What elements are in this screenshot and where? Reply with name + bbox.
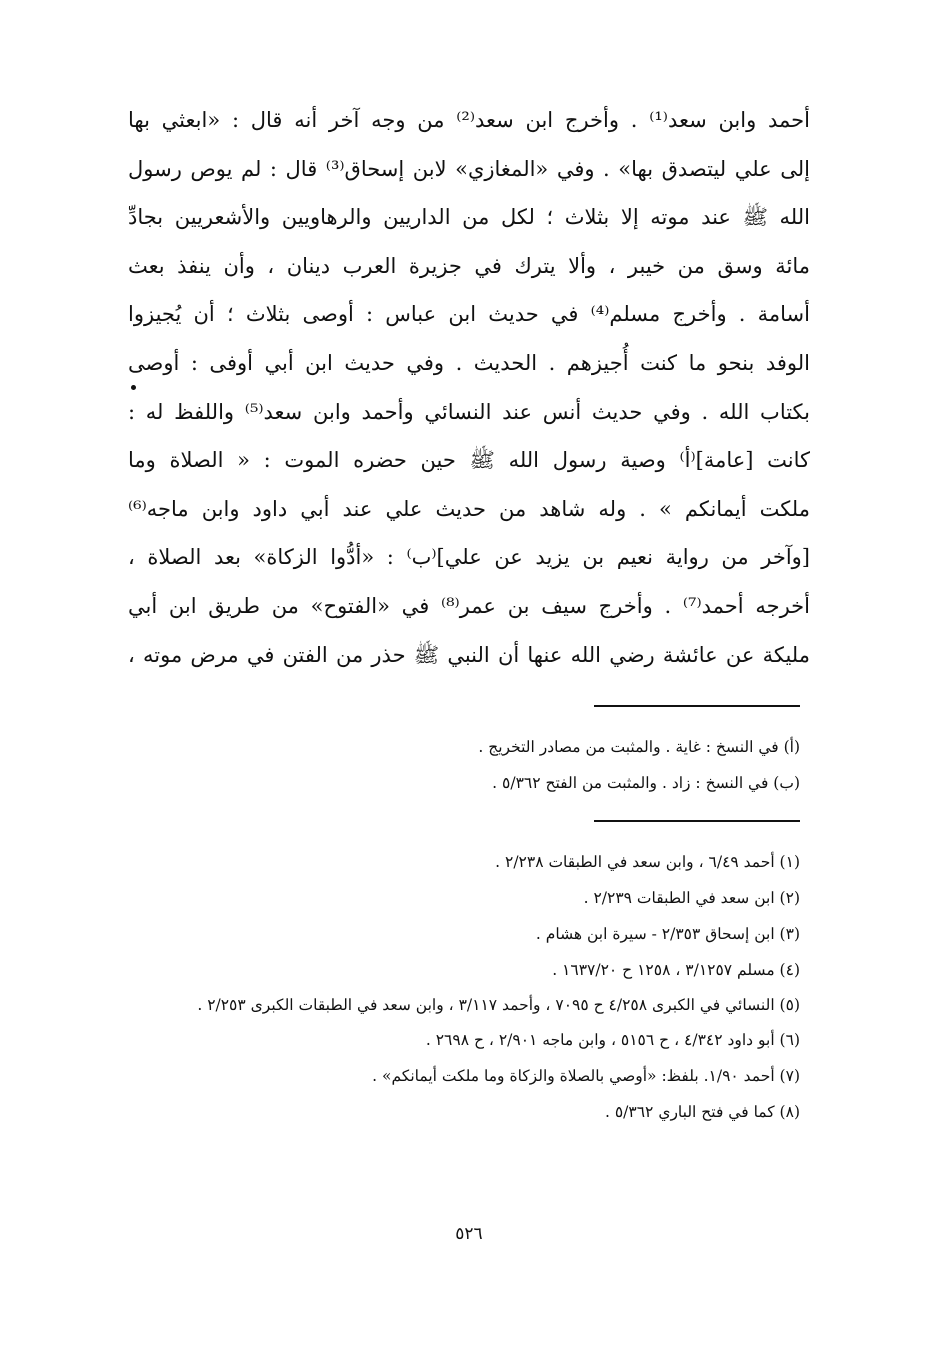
reference-note: (٤) مسلم ٣/١٢٥٧ ، ١٢٥٨ ح ١٦٣٧/٢٠ . bbox=[552, 961, 800, 979]
body-line: أخرجه أحمد⁽⁷⁾ . وأخرج سيف بن عمر⁽⁸⁾ في «الفتوح» من طريق ابن أبي bbox=[128, 593, 810, 618]
body-line: الله ﷺ عند موته إلا بثلاث ؛ لكل من الداريين والرهاويين والأشعريين بجادِّ bbox=[128, 205, 810, 230]
body-line: ملكت أيمانكم » . وله شاهد من حديث علي عند أبي داود وابن ماجه⁽⁶⁾ bbox=[128, 496, 810, 521]
body-line: مليكة عن عائشة رضي الله عنها أن النبي ﷺ حذر من الفتن في مرض موته ، bbox=[128, 642, 810, 667]
footnote-divider bbox=[594, 705, 800, 707]
main-body-text bbox=[128, 96, 810, 679]
body-line: مائة وسق من خيبر ، وألا يترك في جزيرة العرب دينان ، وأن ينفذ بعث bbox=[128, 253, 810, 278]
editorial-note: (أ) في النسخ : غاية . والمثبت من مصادر التخريج . bbox=[478, 738, 800, 756]
reference-note: (٨) كما في فتح الباري ٥/٣٦٢ . bbox=[605, 1103, 800, 1121]
body-line: إلى علي ليتصدق بها» . وفي «المغازي» لابن إسحاق⁽³⁾ قال : لم يوص رسول bbox=[128, 156, 810, 181]
reference-note: (٢) ابن سعد في الطبقات ٢/٢٣٩ . bbox=[583, 889, 800, 907]
body-line: [وآخر من رواية نعيم بن يزيد عن علي]⁽ب⁾ : «أدُّوا الزكاة» بعد الصلاة ، bbox=[128, 545, 810, 570]
body-line: الوفد بنحو ما كنت أُجيزهم . الحديث . وفي حديث ابن أبي أوفى : أوصى bbox=[128, 350, 810, 375]
editorial-notes bbox=[300, 729, 800, 801]
reference-note: (١) أحمد ٦/٤٩ ، وابن سعد في الطبقات ٢/٢٣٨ . bbox=[495, 853, 800, 871]
footnote-divider bbox=[594, 820, 800, 822]
body-line: كانت [عامة]⁽أ⁾ وصية رسول الله ﷺ حين حضره الموت : « الصلاة وما bbox=[128, 448, 810, 473]
reference-note: (٧) أحمد ١/٩٠. بلفظ: «أوصي بالصلاة والزكاة وما ملكت أيمانكم» . bbox=[372, 1067, 800, 1085]
body-line: بكتاب الله . وفي حديث أنس عند النسائي وأحمد وابن سعد⁽⁵⁾ واللفظ له : bbox=[128, 399, 810, 424]
reference-note: (٦) أبو داود ٤/٣٤٢ ، ح ٥١٥٦ ، وابن ماجه ٢/٩٠١ ، ح ٢٦٩٨ . bbox=[425, 1031, 800, 1049]
margin-dot bbox=[131, 385, 136, 390]
reference-note: (٥) النسائي في الكبرى ٤/٢٥٨ ح ٧٠٩٥ ، وأحمد ٣/١١٧ ، وابن سعد في الطبقات الكبرى ٢/٢٥٣ . bbox=[197, 996, 800, 1014]
body-line: أسامة . وأخرج مسلم⁽⁴⁾ في حديث ابن عباس : أوصى بثلاث ؛ أن يُجيزوا bbox=[128, 302, 810, 327]
reference-note: (٣) ابن إسحاق ٢/٣٥٣ - سيرة ابن هشام . bbox=[535, 925, 800, 943]
reference-notes bbox=[128, 844, 800, 1130]
body-line: أحمد وابن سعد⁽¹⁾ . وأخرج ابن سعد⁽²⁾ من وجه آخر أنه قال : «ابعثي بها bbox=[128, 108, 810, 132]
page-number: ٥٢٦ bbox=[455, 1224, 483, 1244]
editorial-note: (ب) في النسخ : زاد . والمثبت من الفتح ٥/٣٦٢ . bbox=[492, 774, 800, 792]
